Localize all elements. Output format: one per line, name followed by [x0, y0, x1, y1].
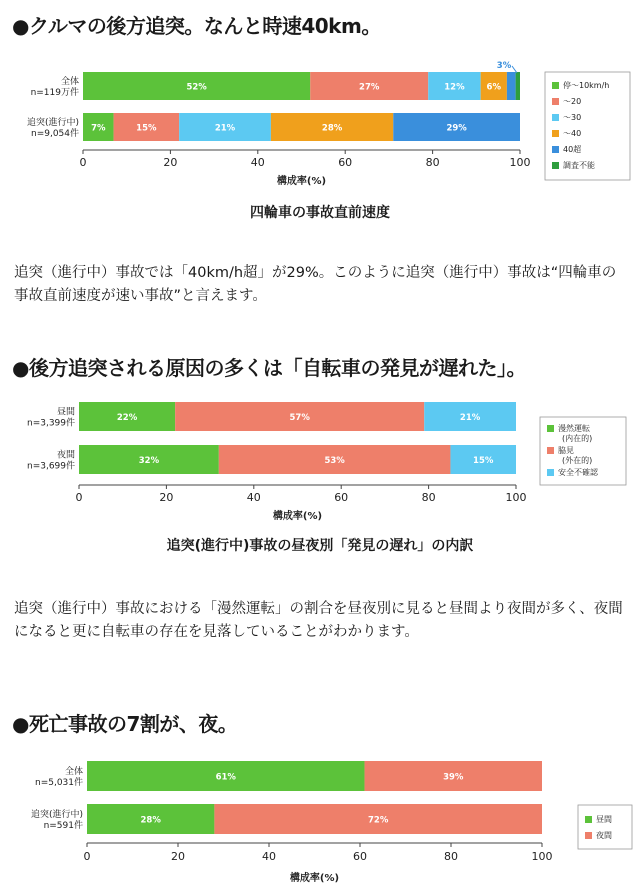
- legend-swatch: [552, 98, 559, 105]
- category-label: 追突(進行中): [30, 810, 83, 820]
- legend-swatch: [552, 82, 559, 89]
- legend-swatch: [552, 130, 559, 137]
- legend-label: 安全不確認: [558, 468, 598, 477]
- legend-swatch: [547, 469, 554, 476]
- legend-label: 夜間: [596, 831, 612, 840]
- x-tick-label: 0: [79, 156, 87, 169]
- data-label: 53%: [324, 456, 345, 466]
- x-tick-label: 100: [531, 850, 553, 863]
- legend-swatch: [552, 162, 559, 169]
- data-label: 28%: [140, 815, 161, 826]
- fatal-chart: [0, 740, 640, 896]
- oversight-chart-title: 追突(進行中)事故の昼夜別「発見の遅れ」の内訳: [166, 538, 474, 554]
- section2-heading: ●後方追突される原因の多くは「自転車の発見が遅れた」。: [12, 356, 526, 380]
- data-label: 39%: [443, 772, 464, 783]
- category-sublabel: n=9,054件: [30, 129, 79, 139]
- x-tick-label: 40: [262, 850, 276, 863]
- data-label: 22%: [116, 413, 138, 423]
- legend-swatch: [547, 447, 554, 454]
- legend-box: [578, 805, 632, 849]
- callout-line: [512, 66, 517, 73]
- bar-segment: [507, 72, 516, 100]
- legend-label: 40超: [563, 145, 582, 154]
- x-tick-label: 80: [421, 491, 436, 504]
- x-axis-title: 構成率(%): [276, 176, 327, 187]
- data-label: 21%: [214, 123, 236, 134]
- x-tick-label: 20: [163, 156, 178, 169]
- legend-swatch: [585, 816, 592, 823]
- category-sublabel: n=5,031件: [34, 778, 83, 788]
- x-tick-label: 0: [83, 850, 91, 863]
- data-label: 57%: [289, 413, 310, 423]
- category-label: 追突(進行中): [26, 118, 79, 128]
- x-tick-label: 60: [338, 156, 353, 169]
- legend-label: ～20: [563, 97, 582, 106]
- section1-heading: ●クルマの後方追突。なんと時速40km。: [12, 14, 381, 38]
- x-tick-label: 60: [353, 850, 367, 863]
- legend-swatch: [552, 146, 559, 153]
- category-sublabel: n=3,399件: [26, 418, 75, 429]
- section3-heading: ●死亡事故の7割が、夜。: [12, 712, 238, 736]
- section1-paragraph: 追突（進行中）事故では「40km/h超」が29%。このように追突（進行中）事故は“四輪車の事故直前速度が速い事故”と言えます。: [14, 265, 617, 304]
- legend-label: 調査不能: [563, 161, 595, 170]
- legend-sublabel: (外在的): [562, 456, 593, 465]
- x-axis-title: 構成率(%): [272, 511, 323, 522]
- category-label: 全体: [64, 767, 83, 777]
- x-tick-label: 20: [159, 491, 174, 504]
- data-label: 15%: [136, 123, 157, 134]
- legend-label: 停～10km/h: [563, 81, 610, 90]
- category-sublabel: n=591件: [43, 821, 83, 831]
- category-sublabel: n=3,699件: [26, 461, 75, 472]
- data-label: 7%: [91, 123, 106, 134]
- data-label: 72%: [368, 815, 389, 826]
- x-tick-label: 100: [505, 491, 527, 504]
- data-label: 61%: [215, 772, 236, 783]
- data-label: 6%: [486, 82, 501, 93]
- legend-sublabel: (内在的): [562, 434, 593, 443]
- legend-swatch: [547, 425, 554, 432]
- x-tick-label: 60: [334, 491, 349, 504]
- data-label: 21%: [459, 413, 481, 423]
- data-label: 52%: [186, 82, 207, 93]
- x-tick-label: 80: [425, 156, 440, 169]
- x-tick-label: 40: [246, 491, 261, 504]
- x-tick-label: 0: [75, 491, 83, 504]
- category-sublabel: n=119万件: [30, 88, 79, 98]
- legend-label: 脇見: [558, 446, 574, 455]
- data-label: 28%: [321, 123, 343, 134]
- legend-label: ～30: [563, 113, 582, 122]
- legend-swatch: [552, 114, 559, 121]
- data-label: 27%: [359, 82, 380, 93]
- x-tick-label: 40: [250, 156, 265, 169]
- category-label: 夜間: [56, 450, 75, 461]
- x-tick-label: 20: [171, 850, 185, 863]
- data-label: 32%: [138, 456, 160, 466]
- data-label: 29%: [446, 123, 467, 134]
- bar-segment: [516, 72, 520, 100]
- legend-label: ～40: [563, 129, 582, 138]
- legend-label: 昼間: [596, 815, 612, 824]
- speed-chart-title: 四輪車の事故直前速度: [250, 205, 390, 221]
- x-tick-label: 80: [444, 850, 458, 863]
- x-axis-title: 構成率(%): [289, 873, 340, 884]
- legend-label: 漫然運転: [558, 424, 590, 433]
- callout-label: 3%: [496, 61, 512, 71]
- section2-paragraph: 追突（進行中）事故における「漫然運転」の割合を昼夜別に見ると昼間より夜間が多く、夜間になると更に自転車の存在を見落していることがわかります。: [14, 601, 623, 640]
- x-tick-label: 100: [509, 156, 531, 169]
- legend-swatch: [585, 832, 592, 839]
- data-label: 15%: [473, 456, 494, 466]
- category-label: 全体: [60, 77, 79, 87]
- data-label: 12%: [444, 82, 465, 93]
- category-label: 昼間: [56, 407, 75, 418]
- oversight-chart: [0, 390, 640, 530]
